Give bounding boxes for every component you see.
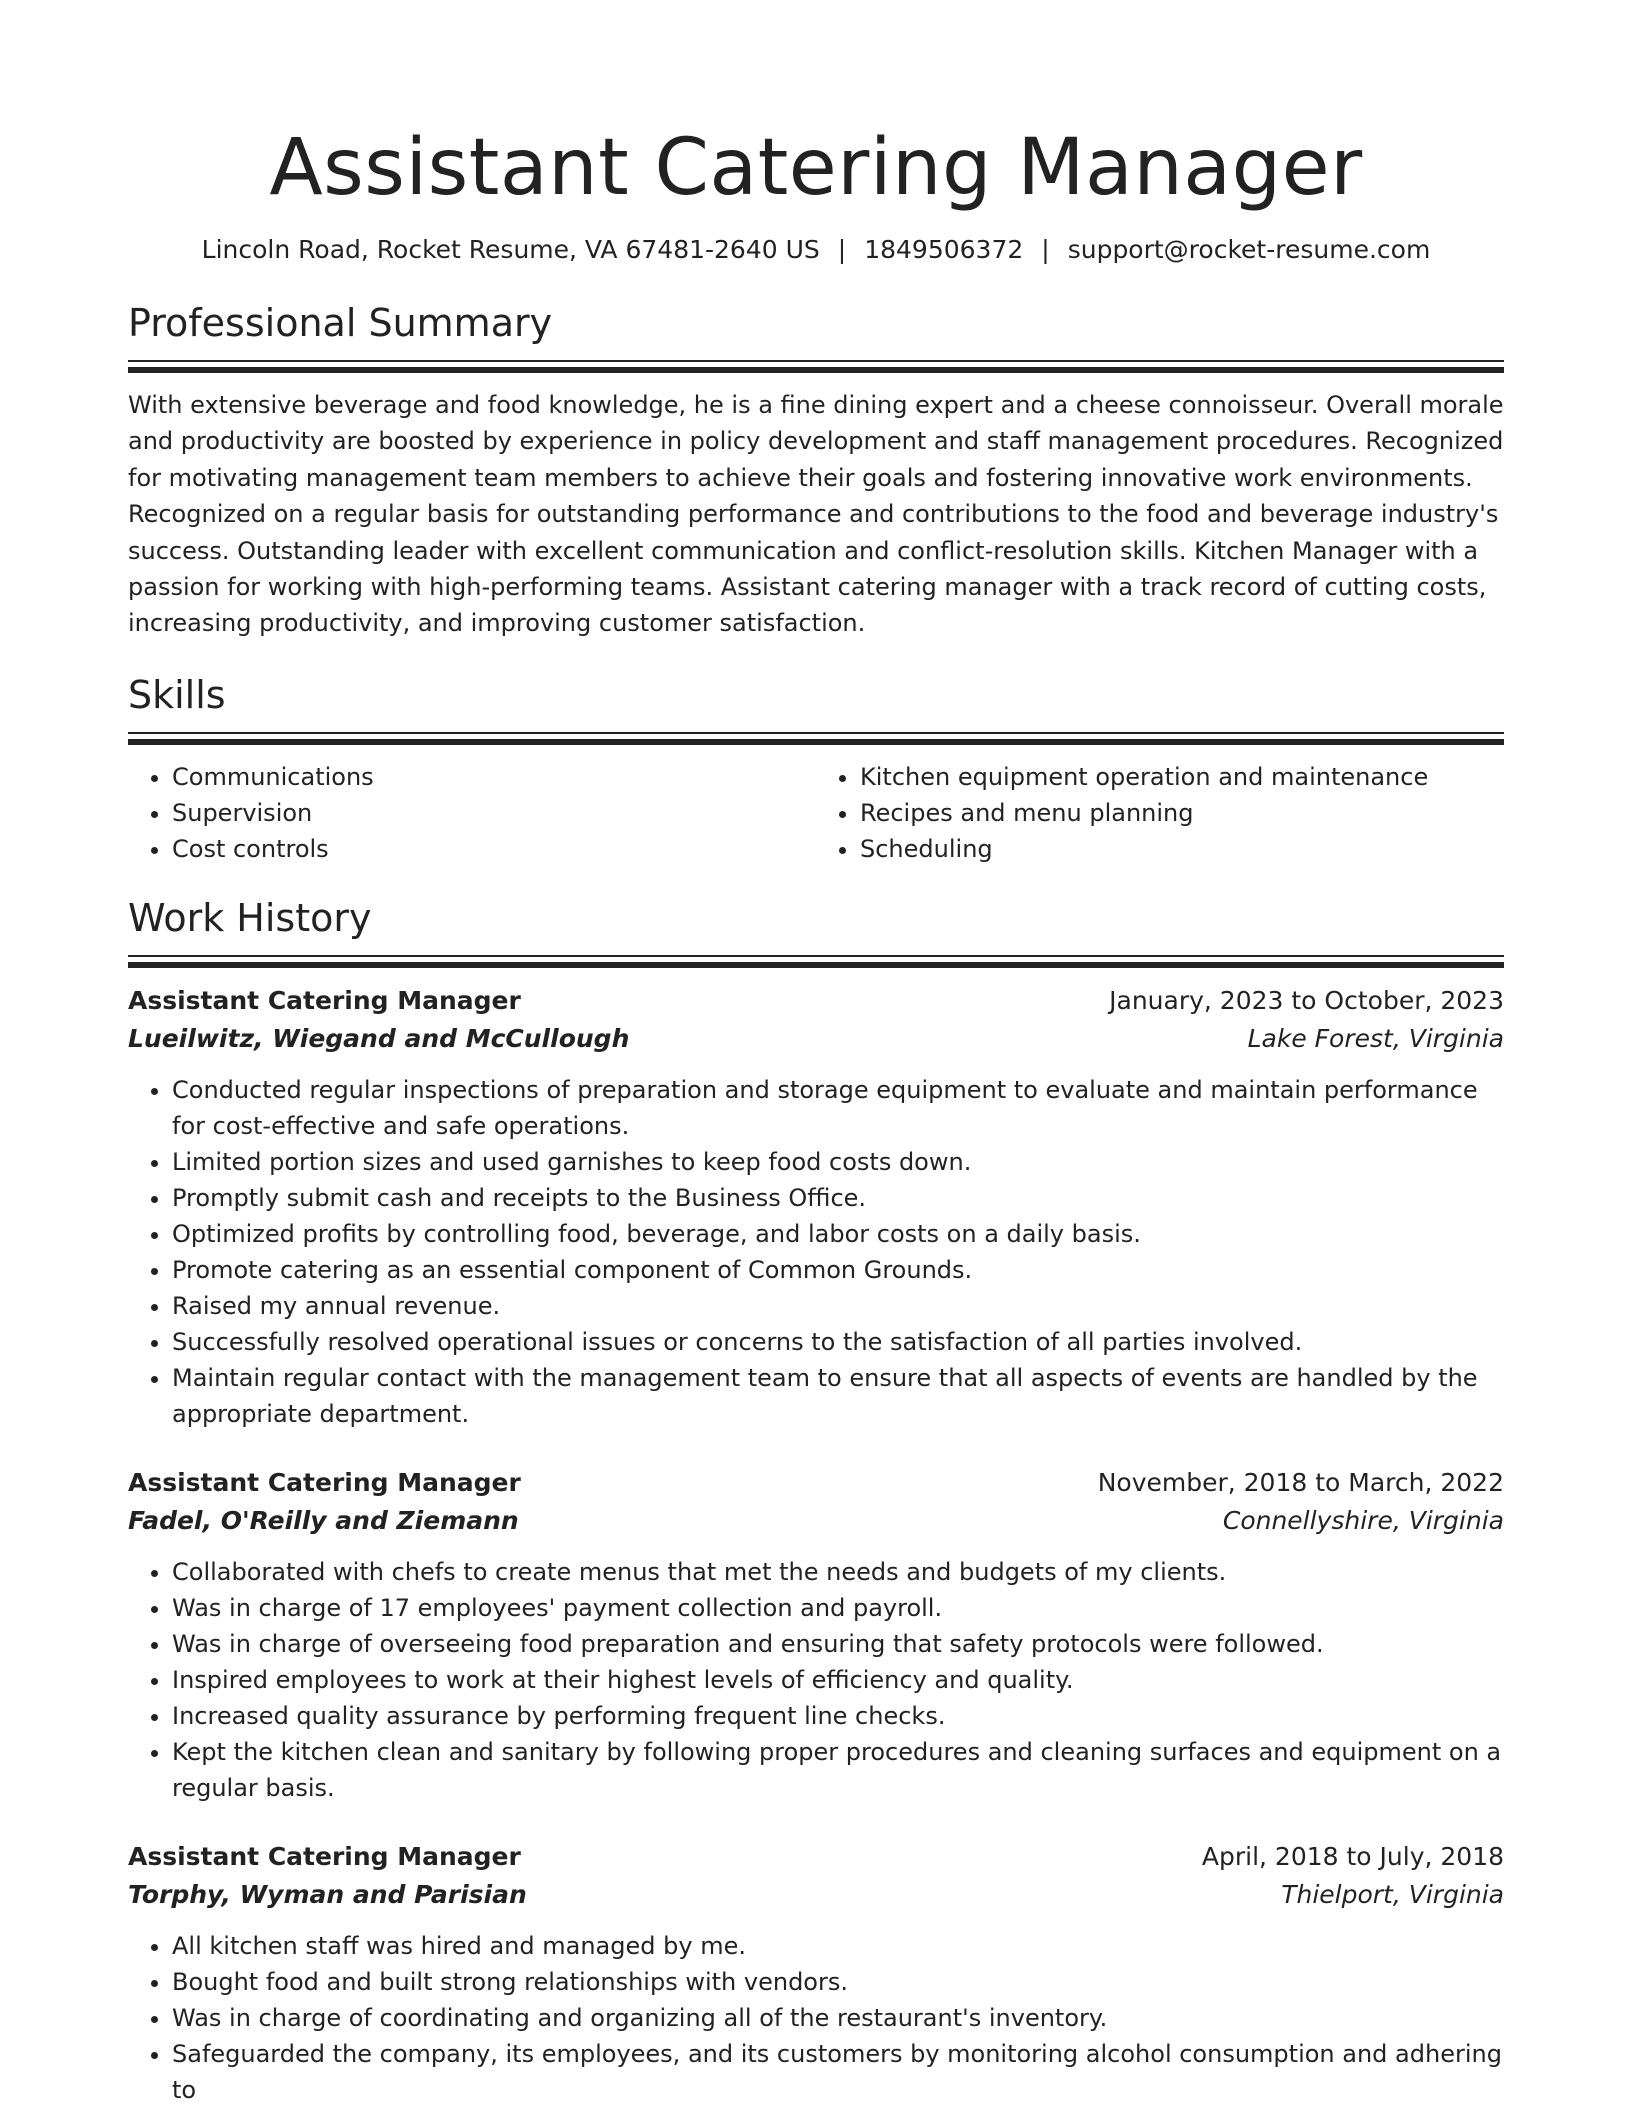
job-header bbox=[128, 1838, 1504, 1876]
job-subheader bbox=[128, 1502, 1504, 1540]
work-history-section bbox=[128, 895, 1504, 2108]
job-bullet: • Was in charge of 17 employees' payment collection and payroll. bbox=[172, 1590, 1504, 1626]
job-dates: January, 2023 to October, 2023 bbox=[1109, 985, 1504, 1015]
skill-item: • Scheduling bbox=[860, 831, 1504, 867]
job-bullet: • Inspired employees to work at their highest levels of efficiency and quality. bbox=[172, 1662, 1504, 1698]
job-header bbox=[128, 982, 1504, 1020]
job-location: Thielport, Virginia bbox=[1281, 1879, 1504, 1909]
summary-section bbox=[128, 300, 1504, 642]
section-divider bbox=[128, 732, 1504, 745]
contact-separator: | bbox=[1041, 235, 1050, 264]
section-title: Work History bbox=[128, 895, 372, 940]
job-bullet: • Raised my annual revenue. bbox=[172, 1288, 1504, 1324]
skill-item: • Cost controls bbox=[172, 831, 816, 867]
job-title: Assistant Catering Manager bbox=[128, 1841, 521, 1871]
job-subheader bbox=[128, 1020, 1504, 1058]
job-bullet: • Bought food and built strong relationships with vendors. bbox=[172, 1964, 1504, 2000]
job-location: Connellyshire, Virginia bbox=[1222, 1505, 1504, 1535]
employer: Torphy, Wyman and Parisian bbox=[128, 1879, 527, 1909]
job-bullet: • Optimized profits by controlling food, beverage, and labor costs on a daily basis. bbox=[172, 1216, 1504, 1252]
job-dates: April, 2018 to July, 2018 bbox=[1201, 1841, 1504, 1871]
skill-item: • Recipes and menu planning bbox=[860, 795, 1504, 831]
job-bullet: • Was in charge of overseeing food preparation and ensuring that safety protocols were followed. bbox=[172, 1626, 1504, 1662]
job-bullet: • Was in charge of coordinating and organizing all of the restaurant's inventory. bbox=[172, 2000, 1504, 2036]
job-dates: November, 2018 to March, 2022 bbox=[1097, 1467, 1504, 1497]
summary-text: With extensive beverage and food knowledge, he is a fine dining expert and a cheese connoisseur. Overall morale and productivity are boosted by experience in policy development and staff management procedures. Recognized for motivating management team members to achieve their goals and fostering innovative work environments. Recognized on a regular basis for outstanding performance and contributions to the food and beverage industry's success. Outstanding leader with excellent communication and conflict-resolution skills. Kitchen Manager with a passion for working with high-performing teams. Assistant catering manager with a track record of cutting costs, increasing productivity, and improving customer satisfaction. bbox=[128, 391, 1504, 638]
contact-line bbox=[128, 234, 1504, 266]
job-bullets bbox=[128, 1072, 1504, 1432]
job-bullet: • Conducted regular inspections of preparation and storage equipment to evaluate and maintain performance for cost-effective and safe operations. bbox=[172, 1072, 1504, 1144]
skills-right-list bbox=[816, 759, 1504, 867]
skill-item: • Supervision bbox=[172, 795, 816, 831]
email-link[interactable]: support@rocket-resume.com bbox=[1067, 235, 1431, 264]
job-bullet: • Successfully resolved operational issues or concerns to the satisfaction of all parties involved. bbox=[172, 1324, 1504, 1360]
job-bullets bbox=[128, 1928, 1504, 2108]
phone: 1849506372 bbox=[864, 235, 1024, 264]
job-entry bbox=[128, 1838, 1504, 2108]
job-bullets bbox=[128, 1554, 1504, 1806]
job-subheader bbox=[128, 1876, 1504, 1914]
section-divider bbox=[128, 360, 1504, 373]
job-entry bbox=[128, 1464, 1504, 1806]
resume-page bbox=[128, 0, 1504, 2108]
section-title: Professional Summary bbox=[128, 301, 553, 345]
job-bullet: • Kept the kitchen clean and sanitary by following proper procedures and cleaning surfaces and equipment on a regular basis. bbox=[172, 1734, 1504, 1806]
job-entry bbox=[128, 982, 1504, 1432]
job-bullet: • Increased quality assurance by performing frequent line checks. bbox=[172, 1698, 1504, 1734]
job-header bbox=[128, 1464, 1504, 1502]
job-bullet: • All kitchen staff was hired and managed by me. bbox=[172, 1928, 1504, 1964]
job-bullet: • Collaborated with chefs to create menus that met the needs and budgets of my clients. bbox=[172, 1554, 1504, 1590]
skills-section bbox=[128, 672, 1504, 867]
skills-columns bbox=[128, 759, 1504, 867]
skill-item: • Communications bbox=[172, 759, 816, 795]
section-title: Skills bbox=[128, 672, 226, 717]
job-title: Assistant Catering Manager bbox=[128, 1467, 521, 1497]
employer: Fadel, O'Reilly and Ziemann bbox=[128, 1505, 519, 1535]
job-location: Lake Forest, Virginia bbox=[1247, 1023, 1504, 1053]
job-bullet: • Promptly submit cash and receipts to the Business Office. bbox=[172, 1180, 1504, 1216]
job-title: Assistant Catering Manager bbox=[128, 985, 521, 1015]
job-bullet: • Limited portion sizes and used garnishes to keep food costs down. bbox=[172, 1144, 1504, 1180]
contact-separator: | bbox=[837, 235, 847, 264]
resume-name: Assistant Catering Manager bbox=[269, 123, 1363, 213]
job-bullet: • Promote catering as an essential component of Common Grounds. bbox=[172, 1252, 1504, 1288]
job-bullet: • Safeguarded the company, its employees, and its customers by monitoring alcohol consumption and adhering to bbox=[172, 2036, 1504, 2108]
job-bullet: • Maintain regular contact with the management team to ensure that all aspects of events are handled by the appropriate department. bbox=[172, 1360, 1504, 1432]
section-divider bbox=[128, 955, 1504, 968]
skills-left-list bbox=[128, 759, 816, 867]
skill-item: • Kitchen equipment operation and maintenance bbox=[860, 759, 1504, 795]
employer: Lueilwitz, Wiegand and McCullough bbox=[128, 1023, 630, 1053]
address: Lincoln Road, Rocket Resume, VA 67481-2640 US bbox=[201, 235, 820, 264]
